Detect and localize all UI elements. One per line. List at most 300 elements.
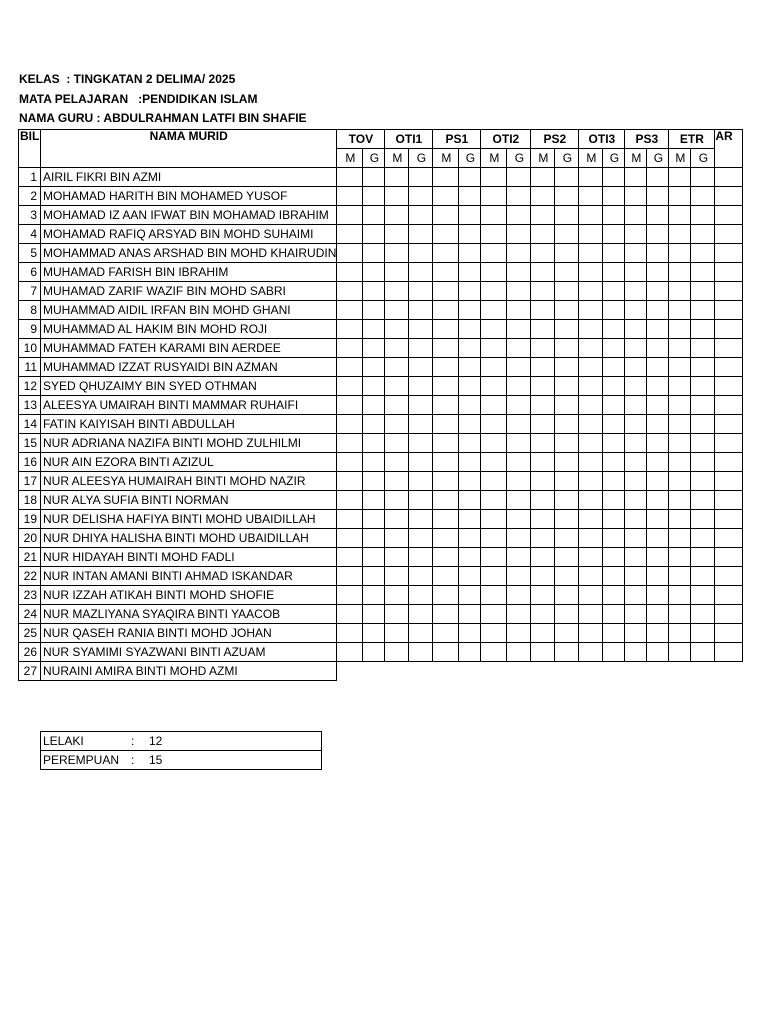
grade-cell[interactable]	[337, 301, 363, 320]
grade-cell[interactable]	[385, 605, 409, 624]
grade-cell[interactable]	[625, 301, 647, 320]
grade-cell[interactable]	[715, 643, 743, 662]
grade-cell[interactable]	[337, 263, 363, 282]
grade-cell[interactable]	[625, 586, 647, 605]
grade-cell[interactable]	[691, 263, 715, 282]
grade-cell[interactable]	[669, 244, 691, 263]
grade-cell[interactable]	[531, 453, 555, 472]
grade-cell[interactable]	[481, 510, 507, 529]
grade-cell[interactable]	[363, 567, 385, 586]
grade-cell[interactable]	[715, 263, 743, 282]
grade-cell[interactable]	[409, 263, 433, 282]
grade-cell[interactable]	[691, 510, 715, 529]
grade-cell[interactable]	[555, 548, 579, 567]
grade-cell[interactable]	[625, 206, 647, 225]
grade-cell[interactable]	[337, 225, 363, 244]
grade-cell[interactable]	[555, 263, 579, 282]
grade-cell[interactable]	[715, 624, 743, 643]
grade-cell[interactable]	[603, 586, 625, 605]
grade-cell[interactable]	[507, 187, 531, 206]
grade-cell[interactable]	[691, 472, 715, 491]
grade-cell[interactable]	[433, 263, 459, 282]
grade-cell[interactable]	[531, 263, 555, 282]
grade-cell[interactable]	[459, 301, 481, 320]
grade-cell[interactable]	[579, 605, 603, 624]
grade-cell[interactable]	[507, 168, 531, 187]
grade-cell[interactable]	[337, 339, 363, 358]
grade-cell[interactable]	[433, 415, 459, 434]
grade-cell[interactable]	[433, 434, 459, 453]
grade-cell[interactable]	[715, 529, 743, 548]
grade-cell[interactable]	[409, 662, 433, 681]
grade-cell[interactable]	[507, 339, 531, 358]
grade-cell[interactable]	[647, 396, 669, 415]
grade-cell[interactable]	[603, 491, 625, 510]
grade-cell[interactable]	[363, 206, 385, 225]
grade-cell[interactable]	[647, 529, 669, 548]
grade-cell[interactable]	[555, 491, 579, 510]
grade-cell[interactable]	[507, 624, 531, 643]
grade-cell[interactable]	[625, 225, 647, 244]
grade-cell[interactable]	[363, 662, 385, 681]
grade-cell[interactable]	[337, 320, 363, 339]
grade-cell[interactable]	[603, 567, 625, 586]
grade-cell[interactable]	[647, 548, 669, 567]
grade-cell[interactable]	[459, 529, 481, 548]
grade-cell[interactable]	[531, 472, 555, 491]
grade-cell[interactable]	[385, 491, 409, 510]
grade-cell[interactable]	[579, 282, 603, 301]
grade-cell[interactable]	[691, 244, 715, 263]
grade-cell[interactable]	[531, 377, 555, 396]
grade-cell[interactable]	[647, 624, 669, 643]
grade-cell[interactable]	[507, 206, 531, 225]
grade-cell[interactable]	[385, 320, 409, 339]
grade-cell[interactable]	[647, 263, 669, 282]
grade-cell[interactable]	[625, 320, 647, 339]
grade-cell[interactable]	[363, 643, 385, 662]
grade-cell[interactable]	[433, 244, 459, 263]
grade-cell[interactable]	[579, 624, 603, 643]
grade-cell[interactable]	[337, 548, 363, 567]
grade-cell[interactable]	[337, 586, 363, 605]
grade-cell[interactable]	[603, 624, 625, 643]
grade-cell[interactable]	[579, 263, 603, 282]
grade-cell[interactable]	[459, 472, 481, 491]
grade-cell[interactable]	[647, 225, 669, 244]
grade-cell[interactable]	[669, 510, 691, 529]
grade-cell[interactable]	[603, 263, 625, 282]
grade-cell[interactable]	[337, 472, 363, 491]
grade-cell[interactable]	[555, 225, 579, 244]
grade-cell[interactable]	[363, 624, 385, 643]
grade-cell[interactable]	[691, 168, 715, 187]
grade-cell[interactable]	[459, 567, 481, 586]
grade-cell[interactable]	[647, 586, 669, 605]
grade-cell[interactable]	[433, 282, 459, 301]
grade-cell[interactable]	[363, 320, 385, 339]
grade-cell[interactable]	[691, 605, 715, 624]
grade-cell[interactable]	[579, 662, 603, 681]
grade-cell[interactable]	[715, 434, 743, 453]
grade-cell[interactable]	[603, 662, 625, 681]
grade-cell[interactable]	[337, 662, 363, 681]
grade-cell[interactable]	[409, 529, 433, 548]
grade-cell[interactable]	[691, 225, 715, 244]
grade-cell[interactable]	[669, 472, 691, 491]
grade-cell[interactable]	[715, 377, 743, 396]
grade-cell[interactable]	[385, 548, 409, 567]
grade-cell[interactable]	[531, 282, 555, 301]
grade-cell[interactable]	[625, 510, 647, 529]
grade-cell[interactable]	[459, 206, 481, 225]
grade-cell[interactable]	[531, 358, 555, 377]
grade-cell[interactable]	[669, 434, 691, 453]
grade-cell[interactable]	[603, 548, 625, 567]
grade-cell[interactable]	[669, 339, 691, 358]
grade-cell[interactable]	[603, 301, 625, 320]
grade-cell[interactable]	[579, 567, 603, 586]
grade-cell[interactable]	[531, 605, 555, 624]
grade-cell[interactable]	[603, 434, 625, 453]
grade-cell[interactable]	[363, 434, 385, 453]
grade-cell[interactable]	[337, 529, 363, 548]
grade-cell[interactable]	[385, 358, 409, 377]
grade-cell[interactable]	[507, 358, 531, 377]
grade-cell[interactable]	[507, 244, 531, 263]
grade-cell[interactable]	[625, 472, 647, 491]
grade-cell[interactable]	[459, 548, 481, 567]
grade-cell[interactable]	[555, 358, 579, 377]
grade-cell[interactable]	[459, 187, 481, 206]
grade-cell[interactable]	[579, 491, 603, 510]
grade-cell[interactable]	[715, 244, 743, 263]
grade-cell[interactable]	[715, 491, 743, 510]
grade-cell[interactable]	[669, 320, 691, 339]
grade-cell[interactable]	[507, 605, 531, 624]
grade-cell[interactable]	[691, 320, 715, 339]
grade-cell[interactable]	[385, 586, 409, 605]
grade-cell[interactable]	[507, 377, 531, 396]
grade-cell[interactable]	[579, 396, 603, 415]
grade-cell[interactable]	[459, 662, 481, 681]
grade-cell[interactable]	[385, 529, 409, 548]
grade-cell[interactable]	[459, 396, 481, 415]
grade-cell[interactable]	[579, 206, 603, 225]
grade-cell[interactable]	[481, 567, 507, 586]
grade-cell[interactable]	[579, 301, 603, 320]
grade-cell[interactable]	[409, 358, 433, 377]
grade-cell[interactable]	[459, 510, 481, 529]
grade-cell[interactable]	[363, 263, 385, 282]
grade-cell[interactable]	[579, 358, 603, 377]
grade-cell[interactable]	[409, 377, 433, 396]
grade-cell[interactable]	[385, 244, 409, 263]
grade-cell[interactable]	[433, 358, 459, 377]
grade-cell[interactable]	[691, 529, 715, 548]
grade-cell[interactable]	[385, 472, 409, 491]
grade-cell[interactable]	[603, 168, 625, 187]
grade-cell[interactable]	[647, 472, 669, 491]
grade-cell[interactable]	[579, 643, 603, 662]
grade-cell[interactable]	[603, 225, 625, 244]
grade-cell[interactable]	[691, 206, 715, 225]
grade-cell[interactable]	[625, 624, 647, 643]
grade-cell[interactable]	[669, 206, 691, 225]
grade-cell[interactable]	[555, 301, 579, 320]
grade-cell[interactable]	[459, 586, 481, 605]
grade-cell[interactable]	[603, 453, 625, 472]
grade-cell[interactable]	[715, 339, 743, 358]
grade-cell[interactable]	[715, 548, 743, 567]
grade-cell[interactable]	[625, 605, 647, 624]
grade-cell[interactable]	[433, 548, 459, 567]
grade-cell[interactable]	[459, 244, 481, 263]
grade-cell[interactable]	[385, 301, 409, 320]
grade-cell[interactable]	[385, 339, 409, 358]
grade-cell[interactable]	[603, 396, 625, 415]
grade-cell[interactable]	[691, 624, 715, 643]
grade-cell[interactable]	[603, 244, 625, 263]
grade-cell[interactable]	[337, 491, 363, 510]
grade-cell[interactable]	[385, 206, 409, 225]
grade-cell[interactable]	[409, 491, 433, 510]
grade-cell[interactable]	[579, 244, 603, 263]
grade-cell[interactable]	[715, 301, 743, 320]
grade-cell[interactable]	[555, 415, 579, 434]
grade-cell[interactable]	[363, 491, 385, 510]
grade-cell[interactable]	[647, 339, 669, 358]
grade-cell[interactable]	[507, 434, 531, 453]
grade-cell[interactable]	[579, 187, 603, 206]
grade-cell[interactable]	[481, 662, 507, 681]
grade-cell[interactable]	[647, 244, 669, 263]
grade-cell[interactable]	[337, 206, 363, 225]
grade-cell[interactable]	[531, 396, 555, 415]
grade-cell[interactable]	[409, 168, 433, 187]
grade-cell[interactable]	[481, 358, 507, 377]
grade-cell[interactable]	[481, 206, 507, 225]
grade-cell[interactable]	[433, 510, 459, 529]
grade-cell[interactable]	[555, 567, 579, 586]
grade-cell[interactable]	[647, 358, 669, 377]
grade-cell[interactable]	[625, 453, 647, 472]
grade-cell[interactable]	[691, 396, 715, 415]
grade-cell[interactable]	[669, 586, 691, 605]
grade-cell[interactable]	[363, 396, 385, 415]
grade-cell[interactable]	[337, 187, 363, 206]
grade-cell[interactable]	[603, 282, 625, 301]
grade-cell[interactable]	[647, 605, 669, 624]
grade-cell[interactable]	[625, 168, 647, 187]
grade-cell[interactable]	[691, 339, 715, 358]
grade-cell[interactable]	[337, 643, 363, 662]
grade-cell[interactable]	[433, 453, 459, 472]
grade-cell[interactable]	[531, 320, 555, 339]
grade-cell[interactable]	[669, 187, 691, 206]
grade-cell[interactable]	[555, 377, 579, 396]
grade-cell[interactable]	[409, 206, 433, 225]
grade-cell[interactable]	[579, 548, 603, 567]
grade-cell[interactable]	[459, 643, 481, 662]
grade-cell[interactable]	[433, 529, 459, 548]
grade-cell[interactable]	[481, 377, 507, 396]
grade-cell[interactable]	[507, 491, 531, 510]
grade-cell[interactable]	[507, 567, 531, 586]
grade-cell[interactable]	[507, 548, 531, 567]
grade-cell[interactable]	[715, 396, 743, 415]
grade-cell[interactable]	[459, 358, 481, 377]
grade-cell[interactable]	[433, 624, 459, 643]
grade-cell[interactable]	[691, 567, 715, 586]
grade-cell[interactable]	[669, 168, 691, 187]
grade-cell[interactable]	[715, 662, 743, 681]
grade-cell[interactable]	[385, 263, 409, 282]
grade-cell[interactable]	[691, 586, 715, 605]
grade-cell[interactable]	[555, 453, 579, 472]
grade-cell[interactable]	[409, 301, 433, 320]
grade-cell[interactable]	[625, 187, 647, 206]
grade-cell[interactable]	[337, 415, 363, 434]
grade-cell[interactable]	[603, 339, 625, 358]
grade-cell[interactable]	[433, 491, 459, 510]
grade-cell[interactable]	[481, 320, 507, 339]
grade-cell[interactable]	[603, 377, 625, 396]
grade-cell[interactable]	[625, 244, 647, 263]
grade-cell[interactable]	[385, 453, 409, 472]
grade-cell[interactable]	[337, 396, 363, 415]
grade-cell[interactable]	[669, 453, 691, 472]
grade-cell[interactable]	[669, 567, 691, 586]
grade-cell[interactable]	[363, 605, 385, 624]
grade-cell[interactable]	[385, 168, 409, 187]
grade-cell[interactable]	[481, 339, 507, 358]
grade-cell[interactable]	[433, 377, 459, 396]
grade-cell[interactable]	[531, 662, 555, 681]
grade-cell[interactable]	[669, 662, 691, 681]
grade-cell[interactable]	[385, 643, 409, 662]
grade-cell[interactable]	[433, 168, 459, 187]
grade-cell[interactable]	[715, 206, 743, 225]
grade-cell[interactable]	[337, 244, 363, 263]
grade-cell[interactable]	[555, 206, 579, 225]
grade-cell[interactable]	[691, 301, 715, 320]
grade-cell[interactable]	[603, 510, 625, 529]
grade-cell[interactable]	[647, 491, 669, 510]
grade-cell[interactable]	[603, 320, 625, 339]
grade-cell[interactable]	[459, 605, 481, 624]
grade-cell[interactable]	[385, 567, 409, 586]
grade-cell[interactable]	[433, 225, 459, 244]
grade-cell[interactable]	[409, 244, 433, 263]
grade-cell[interactable]	[385, 624, 409, 643]
grade-cell[interactable]	[409, 282, 433, 301]
grade-cell[interactable]	[715, 605, 743, 624]
grade-cell[interactable]	[625, 282, 647, 301]
grade-cell[interactable]	[481, 643, 507, 662]
grade-cell[interactable]	[555, 187, 579, 206]
grade-cell[interactable]	[507, 301, 531, 320]
grade-cell[interactable]	[409, 472, 433, 491]
grade-cell[interactable]	[647, 453, 669, 472]
grade-cell[interactable]	[647, 206, 669, 225]
grade-cell[interactable]	[481, 624, 507, 643]
grade-cell[interactable]	[647, 415, 669, 434]
grade-cell[interactable]	[647, 187, 669, 206]
grade-cell[interactable]	[385, 662, 409, 681]
grade-cell[interactable]	[603, 206, 625, 225]
grade-cell[interactable]	[647, 301, 669, 320]
grade-cell[interactable]	[625, 377, 647, 396]
grade-cell[interactable]	[669, 624, 691, 643]
grade-cell[interactable]	[459, 491, 481, 510]
grade-cell[interactable]	[507, 529, 531, 548]
grade-cell[interactable]	[555, 282, 579, 301]
grade-cell[interactable]	[507, 510, 531, 529]
grade-cell[interactable]	[555, 244, 579, 263]
grade-cell[interactable]	[691, 643, 715, 662]
grade-cell[interactable]	[337, 453, 363, 472]
grade-cell[interactable]	[647, 282, 669, 301]
grade-cell[interactable]	[481, 453, 507, 472]
grade-cell[interactable]	[669, 396, 691, 415]
grade-cell[interactable]	[433, 567, 459, 586]
grade-cell[interactable]	[669, 377, 691, 396]
grade-cell[interactable]	[579, 168, 603, 187]
grade-cell[interactable]	[531, 168, 555, 187]
grade-cell[interactable]	[531, 529, 555, 548]
grade-cell[interactable]	[385, 415, 409, 434]
grade-cell[interactable]	[363, 377, 385, 396]
grade-cell[interactable]	[691, 548, 715, 567]
grade-cell[interactable]	[579, 415, 603, 434]
grade-cell[interactable]	[481, 301, 507, 320]
grade-cell[interactable]	[409, 624, 433, 643]
grade-cell[interactable]	[409, 586, 433, 605]
grade-cell[interactable]	[409, 320, 433, 339]
grade-cell[interactable]	[669, 358, 691, 377]
grade-cell[interactable]	[459, 377, 481, 396]
grade-cell[interactable]	[409, 225, 433, 244]
grade-cell[interactable]	[625, 415, 647, 434]
grade-cell[interactable]	[385, 510, 409, 529]
grade-cell[interactable]	[433, 586, 459, 605]
grade-cell[interactable]	[363, 244, 385, 263]
grade-cell[interactable]	[625, 548, 647, 567]
grade-cell[interactable]	[481, 605, 507, 624]
grade-cell[interactable]	[715, 415, 743, 434]
grade-cell[interactable]	[409, 643, 433, 662]
grade-cell[interactable]	[459, 282, 481, 301]
grade-cell[interactable]	[481, 168, 507, 187]
grade-cell[interactable]	[433, 605, 459, 624]
grade-cell[interactable]	[337, 168, 363, 187]
grade-cell[interactable]	[507, 662, 531, 681]
grade-cell[interactable]	[531, 187, 555, 206]
grade-cell[interactable]	[603, 415, 625, 434]
grade-cell[interactable]	[481, 434, 507, 453]
grade-cell[interactable]	[409, 396, 433, 415]
grade-cell[interactable]	[433, 320, 459, 339]
grade-cell[interactable]	[481, 225, 507, 244]
grade-cell[interactable]	[433, 187, 459, 206]
grade-cell[interactable]	[691, 377, 715, 396]
grade-cell[interactable]	[555, 339, 579, 358]
grade-cell[interactable]	[691, 415, 715, 434]
grade-cell[interactable]	[715, 225, 743, 244]
grade-cell[interactable]	[555, 168, 579, 187]
grade-cell[interactable]	[531, 415, 555, 434]
